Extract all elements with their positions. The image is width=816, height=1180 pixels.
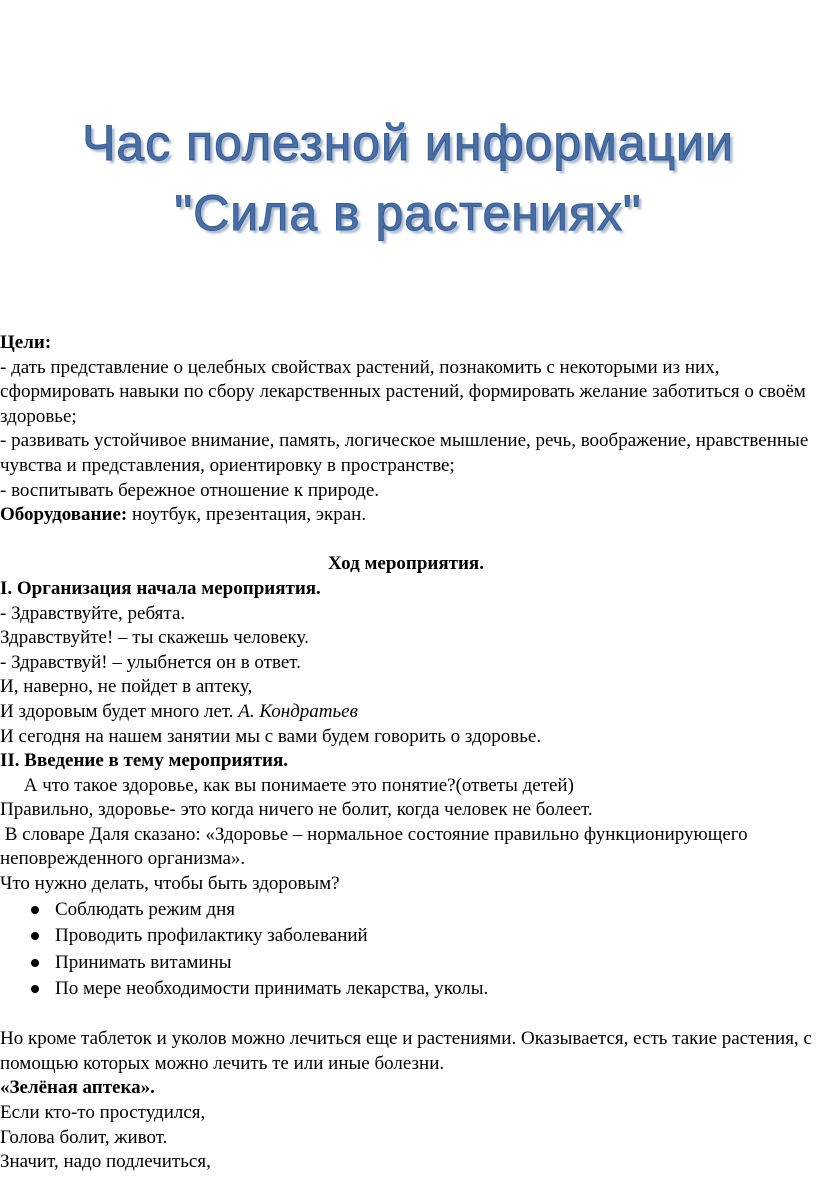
document-body bbox=[0, 331, 812, 1175]
bullet-icon bbox=[31, 959, 39, 967]
bullet-icon bbox=[31, 906, 39, 914]
poem-line: Голова болит, живот. bbox=[0, 1126, 168, 1148]
text-line: А что такое здоровье, как вы понимаете это понятие?(ответы детей) bbox=[0, 774, 574, 796]
list-item-text: Проводить профилактику заболеваний bbox=[55, 925, 368, 947]
title-line-1: Час полезной информации bbox=[82, 115, 734, 171]
text-line: И сегодня на нашем занятии мы с вами будем говорить о здоровье. bbox=[0, 725, 542, 747]
equipment-label: Оборудование: bbox=[0, 504, 128, 526]
title-line-2: "Сила в растениях" bbox=[174, 185, 642, 241]
list-item-text: Соблюдать режим дня bbox=[55, 898, 235, 920]
text-line: В словаре Даля сказано: «Здоровье – нормальное состояние правильно функционирующего неповрежденного организма». bbox=[0, 823, 753, 870]
goal-item: - воспитывать бережное отношение к природе. bbox=[0, 479, 380, 501]
text-line: - Здравствуй! – улыбнется он в ответ. bbox=[0, 651, 301, 673]
section-1-heading: I. Организация начала мероприятия. bbox=[0, 577, 321, 599]
text-line: Что нужно делать, чтобы быть здоровым? bbox=[0, 873, 340, 895]
bullet-icon bbox=[31, 985, 39, 993]
equipment-text: ноутбук, презентация, экран. bbox=[127, 504, 367, 526]
course-heading: Ход мероприятия. bbox=[328, 553, 484, 575]
list-item bbox=[0, 976, 812, 1003]
text-line: Здравствуйте! – ты скажешь человеку. bbox=[0, 627, 309, 649]
text-line: И, наверно, не пойдет в аптеку, bbox=[0, 676, 253, 698]
goals-heading: Цели: bbox=[0, 332, 52, 353]
list-item bbox=[0, 897, 812, 924]
page-title bbox=[0, 108, 816, 248]
goal-item: - развивать устойчивое внимание, память, логическое мышление, речь, воображение, нравственные чувства и представления, ориентировку в пространстве; bbox=[0, 430, 809, 476]
health-list bbox=[0, 897, 812, 1003]
poem-text: И здоровым будет много лет. bbox=[0, 700, 239, 722]
list-item-text: Принимать витамины bbox=[55, 951, 232, 973]
bullet-icon bbox=[31, 932, 39, 940]
goal-item: - дать представление о целебных свойствах растений, познакомить с некоторыми из них, сформировать навыки по сбору лекарственных растений, формировать желание заботиться о своём здоровье; bbox=[0, 356, 806, 427]
poem-line: Если кто-то простудился, bbox=[0, 1102, 206, 1124]
text-line: Правильно, здоровье- это когда ничего не болит, когда человек не болеет. bbox=[0, 799, 593, 821]
list-item bbox=[0, 923, 812, 950]
green-pharmacy-heading: «Зелёная аптека». bbox=[0, 1077, 155, 1099]
poem-line: Значит, надо подлечиться, bbox=[0, 1151, 211, 1173]
list-item bbox=[0, 950, 812, 977]
text-line: - Здравствуйте, ребята. bbox=[0, 602, 186, 624]
poem-author: А. Кондратьев bbox=[238, 700, 358, 722]
list-item-text: По мере необходимости принимать лекарства, уколы. bbox=[55, 978, 489, 1000]
poem-last-line bbox=[0, 700, 812, 725]
equipment-line bbox=[0, 503, 812, 528]
plants-intro: Но кроме таблеток и уколов можно лечиться еще и растениями. Оказывается, есть такие растения, с помощью которых можно лечить те или иные болезни. bbox=[0, 1028, 812, 1074]
section-2-heading: II. Введение в тему мероприятия. bbox=[0, 750, 288, 772]
